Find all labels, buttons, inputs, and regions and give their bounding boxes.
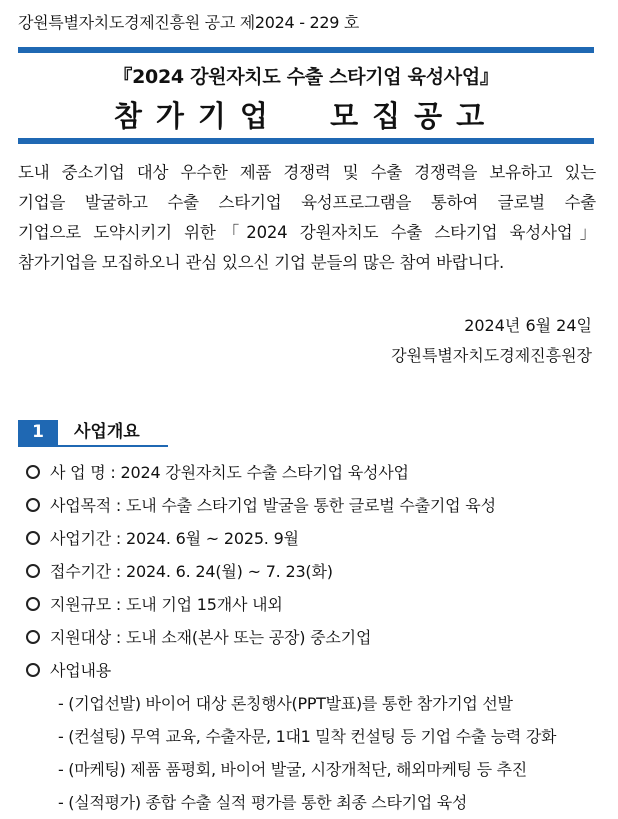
item-text: 지원대상 : 도내 소재(본사 또는 공장) 중소기업 — [50, 628, 372, 647]
overview-list — [26, 456, 601, 819]
top-rule — [18, 47, 594, 53]
item-text: 사업내용 — [50, 661, 112, 680]
list-item — [26, 522, 601, 555]
notice-date: 2024년 6월 24일 — [464, 316, 592, 335]
bottom-rule — [18, 138, 594, 144]
intro-line: 참가기업을 모집하오니 관심 있으신 기업 분들의 많은 참여 바랍니다. — [18, 253, 505, 272]
sub-item: - (실적평가) 종합 수출 실적 평가를 통한 최종 스타기업 육성 — [58, 793, 468, 812]
intro-line: 도내 중소기업 대상 우수한 제품 경쟁력 및 수출 경쟁력을 보유하고 있는 — [18, 163, 596, 182]
intro-line: 기업을 발굴하고 수출 스타기업 육성프로그램을 통하여 글로벌 수출 — [18, 193, 596, 212]
list-item — [26, 489, 601, 522]
list-item — [26, 555, 601, 588]
sub-item: - (기업선발) 바이어 대상 론칭행사(PPT발표)를 통한 참가기업 선발 — [58, 694, 513, 713]
notice-number: 강원특별자치도경제진흥원 공고 제2024 - 229 호 — [18, 13, 360, 32]
sub-item: - (컨설팅) 무역 교육, 수출자문, 1대1 밀착 컨설팅 등 기업 수출 능력 강화 — [58, 727, 557, 746]
section-title: 사업개요 — [74, 422, 140, 442]
list-item — [26, 456, 601, 489]
list-item — [26, 621, 601, 654]
circle-bullet-icon — [26, 564, 40, 578]
circle-bullet-icon — [26, 630, 40, 644]
intro-line: 기업으로 도약시키기 위한「2024 강원자치도 수출 스타기업 육성사업」 — [18, 223, 596, 242]
section-header — [18, 420, 168, 447]
list-item — [26, 588, 601, 621]
item-text: 사업목적 : 도내 수출 스타기업 발굴을 통한 글로벌 수출기업 육성 — [50, 496, 496, 515]
list-item — [26, 654, 601, 687]
circle-bullet-icon — [26, 597, 40, 611]
program-title: 『2024 강원자치도 수출 스타기업 육성사업』 — [113, 66, 499, 88]
circle-bullet-icon — [26, 663, 40, 677]
section-number: 1 — [18, 420, 58, 445]
item-text: 지원규모 : 도내 기업 15개사 내외 — [50, 595, 283, 614]
item-text: 사 업 명 : 2024 강원자치도 수출 스타기업 육성사업 — [50, 463, 409, 482]
circle-bullet-icon — [26, 498, 40, 512]
item-text: 사업기간 : 2024. 6월 ~ 2025. 9월 — [50, 529, 299, 548]
circle-bullet-icon — [26, 465, 40, 479]
item-text: 접수기간 : 2024. 6. 24(월) ~ 7. 23(화) — [50, 562, 333, 581]
section-underline — [18, 445, 168, 447]
circle-bullet-icon — [26, 531, 40, 545]
main-title: 참가기업 모집공고 — [113, 99, 499, 133]
intro-paragraph — [18, 158, 596, 278]
sub-item: - (마케팅) 제품 품평회, 바이어 발굴, 시장개척단, 해외마케팅 등 추진 — [58, 760, 527, 779]
issuing-organization: 강원특별자치도경제진흥원장 — [391, 346, 592, 365]
